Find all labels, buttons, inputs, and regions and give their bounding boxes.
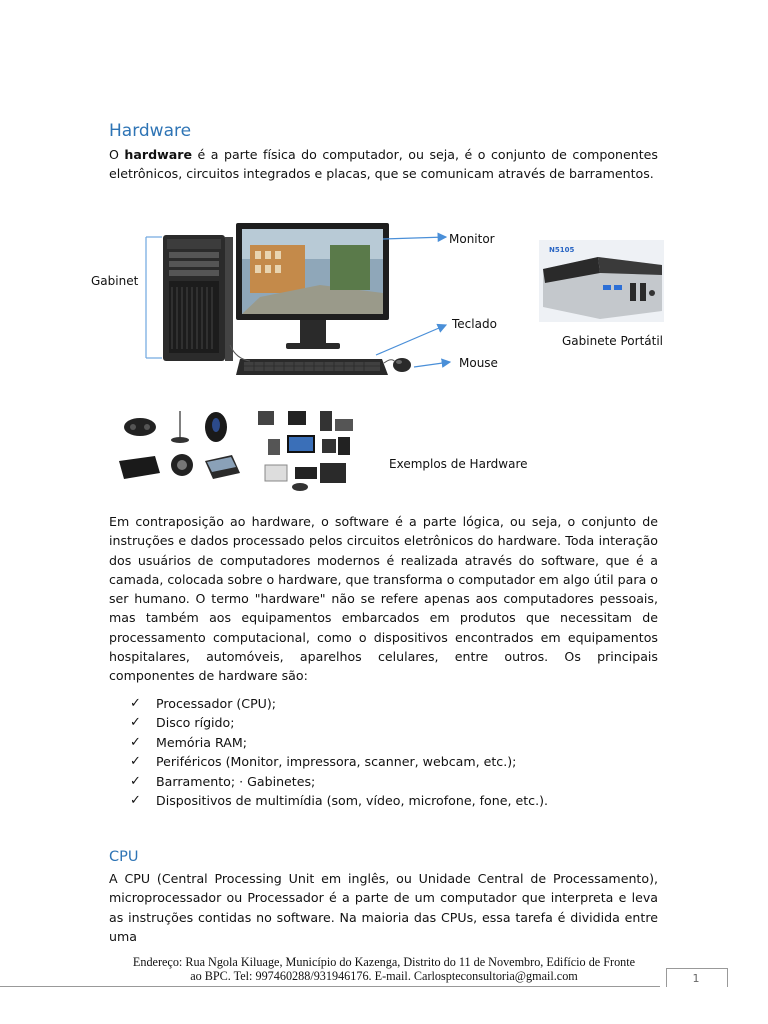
footer-divider <box>0 986 660 987</box>
label-gabinet: Gabinet <box>91 274 139 288</box>
mini-pc-badge: N5105 <box>549 246 575 254</box>
examples-collage-left <box>117 404 241 494</box>
label-monitor: Monitor <box>449 232 495 246</box>
gabinet-bracket <box>146 237 162 358</box>
list-item: ✓ Periféricos (Monitor, impressora, scanner, webcam, etc.); <box>130 752 548 771</box>
label-mouse: Mouse <box>459 356 498 370</box>
list-item: ✓ Dispositivos de multimídia (som, vídeo, microfone, fone, etc.). <box>130 791 548 810</box>
keyboard-image <box>230 345 388 375</box>
list-item: ✓ Barramento; · Gabinetes; <box>130 772 548 791</box>
intro-rest: é a parte física do computador, ou seja, é o conjunto de componentes eletrônicos, circuitos integrados e placas, que se comunicam através de barramentos. <box>109 147 658 182</box>
desktop-tower-image <box>163 235 233 361</box>
components-list <box>130 694 548 810</box>
intro-prefix: O <box>109 147 125 162</box>
list-item: ✓ Disco rígido; <box>130 713 548 732</box>
intro-bold-term: hardware <box>124 147 192 162</box>
label-gabinete-portatil: Gabinete Portátil <box>562 334 664 348</box>
page-number: 1 <box>692 972 700 985</box>
label-teclado: Teclado <box>452 317 497 331</box>
check-icon: ✓ <box>130 696 141 711</box>
list-item: ✓ Processador (CPU); <box>130 694 548 713</box>
mouse-image <box>384 358 411 372</box>
section-title-cpu: CPU <box>109 849 139 865</box>
hardware-figure <box>0 215 768 505</box>
check-icon: ✓ <box>130 754 141 770</box>
check-icon: ✓ <box>130 715 141 731</box>
check-icon: ✓ <box>130 773 141 789</box>
footer-address: Endereço: Rua Ngola Kiluage, Município do Kazenga, Distrito do 11 de Novembro, Edifício de Fronte <box>132 955 636 969</box>
label-exemplos-hardware: Exemplos de Hardware <box>389 457 528 471</box>
section-title-hardware: Hardware <box>109 121 192 141</box>
check-icon: ✓ <box>130 792 141 808</box>
monitor-image <box>236 223 389 349</box>
teclado-arrow <box>376 325 446 355</box>
hardware-intro-paragraph <box>109 145 658 184</box>
check-icon: ✓ <box>130 734 141 750</box>
monitor-arrow <box>383 237 446 239</box>
mouse-arrow <box>414 362 450 367</box>
footer-contact: ao BPC. Tel: 997460288/931946176. E-mail. Carlospteconsultoria@gmail.com <box>190 969 578 984</box>
cpu-paragraph: A CPU (Central Processing Unit em inglês, ou Unidade Central de Processamento), microprocessador ou Processador é a parte de um computador que interpreta e leva as instruções contidas no software. Na maioria das CPUs, essa tarefa é dividida entre uma <box>109 871 658 944</box>
software-paragraph: Em contraposição ao hardware, o software é a parte lógica, ou seja, o conjunto de instruções e dados processado pelos circuitos eletrônicos do hardware. Toda interação dos usuários de computadores modernos é realizada através do software, que é a camada, colocada sobre o hardware, que transforma o computador em algo útil para o ser humano. O termo "hardware" não se refere apenas aos computadores pessoais, mas também aos equipamentos embarcados em produtos que necessitam de processamento computacional, como o dispositivos encontrados em equipamentos hospitalares, automóveis, aparelhos celulares, entre outros. Os principais componentes de hardware são: <box>109 514 658 684</box>
examples-collage-right <box>245 404 367 494</box>
list-item: ✓ Memória RAM; <box>130 733 548 752</box>
page-footer <box>80 955 688 983</box>
